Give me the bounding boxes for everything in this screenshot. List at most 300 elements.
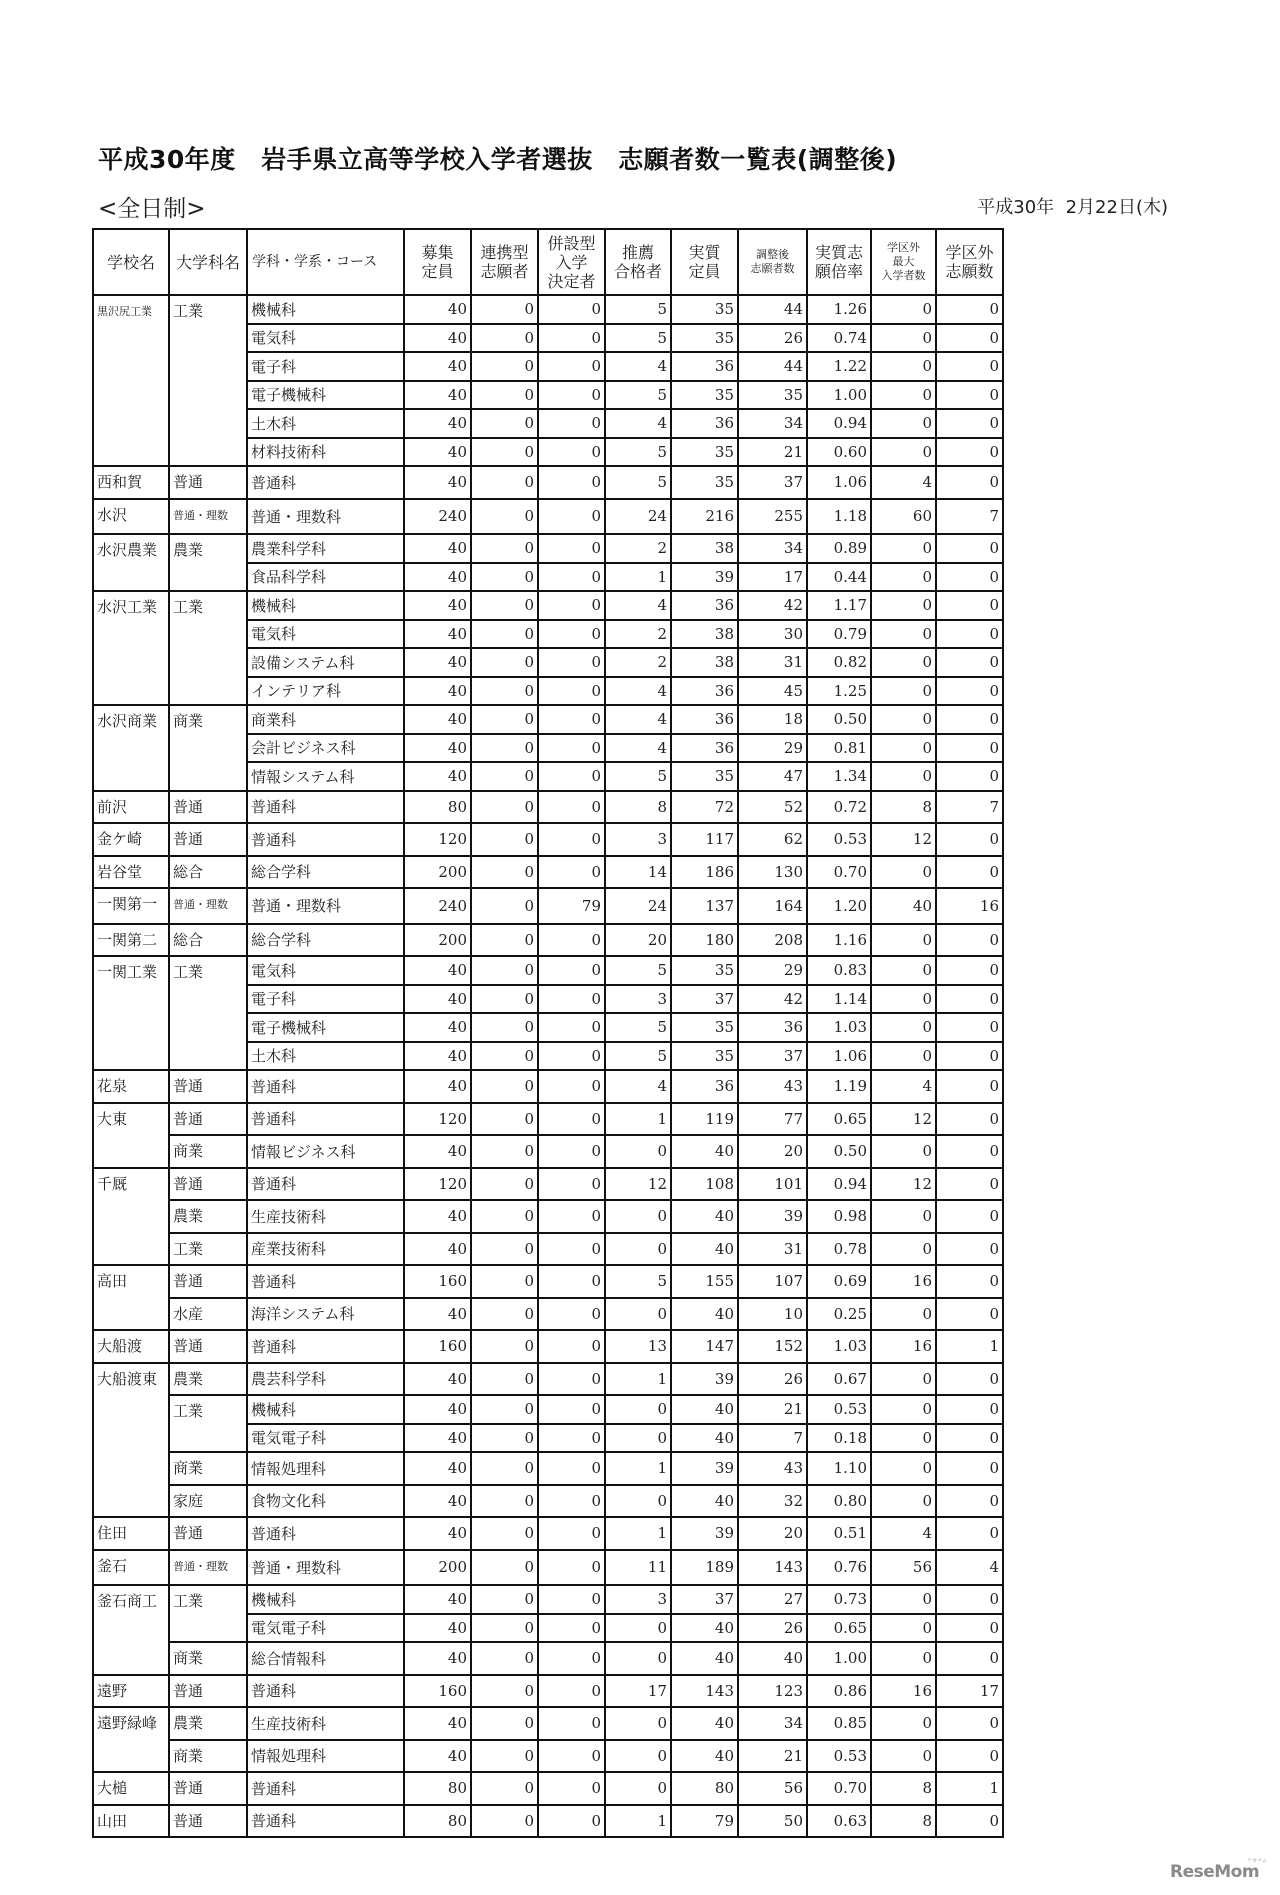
- affiliated-admitted-cell: 0: [538, 762, 605, 791]
- applicant-ratio-cell: 0.69: [807, 1265, 871, 1298]
- major-category-cell: 普通: [169, 1517, 247, 1550]
- affiliated-admitted-cell: 0: [538, 1585, 605, 1614]
- effective-capacity-cell: 39: [671, 1452, 738, 1485]
- linked-applicants-cell: 0: [471, 1042, 538, 1071]
- linked-applicants-cell: 0: [471, 1550, 538, 1586]
- major-category-cell: 普通: [169, 1772, 247, 1805]
- applicant-ratio-cell: 0.53: [807, 1395, 871, 1424]
- effective-capacity-cell: 36: [671, 677, 738, 706]
- out-of-district-applicants-cell: 0: [936, 352, 1003, 381]
- course-name-cell: 電子科: [247, 352, 404, 381]
- applicant-ratio-cell: 0.70: [807, 856, 871, 889]
- out-of-district-max-cell: 4: [871, 1517, 936, 1550]
- course-name-cell: 電子機械科: [247, 1013, 404, 1042]
- capacity-cell: 40: [404, 1424, 471, 1453]
- out-of-district-applicants-cell: 0: [936, 620, 1003, 649]
- out-of-district-applicants-cell: 0: [936, 1485, 1003, 1518]
- out-of-district-max-cell: 0: [871, 534, 936, 563]
- affiliated-admitted-cell: 0: [538, 438, 605, 467]
- linked-applicants-cell: 0: [471, 1772, 538, 1805]
- applicant-ratio-cell: 1.19: [807, 1070, 871, 1103]
- watermark-kana: リセマム: [1247, 1858, 1267, 1864]
- school-name-cell: 岩谷堂: [93, 856, 169, 889]
- adjusted-applicants-cell: 52: [738, 791, 807, 824]
- school-name-cell: 一関第二: [93, 924, 169, 957]
- header-effective-capacity: [671, 229, 738, 295]
- effective-capacity-cell: 40: [671, 1135, 738, 1168]
- effective-capacity-cell: 180: [671, 924, 738, 957]
- adjusted-applicants-cell: 20: [738, 1517, 807, 1550]
- out-of-district-max-cell: 0: [871, 381, 936, 410]
- linked-applicants-cell: 0: [471, 1740, 538, 1773]
- table-row: [93, 705, 1003, 734]
- table-row: [93, 1265, 1003, 1298]
- affiliated-admitted-cell: 0: [538, 1550, 605, 1586]
- adjusted-applicants-cell: 40: [738, 1642, 807, 1675]
- applicant-ratio-cell: 1.06: [807, 466, 871, 499]
- out-of-district-max-cell: 0: [871, 620, 936, 649]
- header-line: 学校名: [106, 252, 155, 272]
- out-of-district-applicants-cell: 0: [936, 1707, 1003, 1740]
- major-category-cell: 工業: [169, 1395, 247, 1452]
- capacity-cell: 80: [404, 1772, 471, 1805]
- adjusted-applicants-cell: 27: [738, 1585, 807, 1614]
- table-row: [93, 924, 1003, 957]
- course-name-cell: 総合情報科: [247, 1642, 404, 1675]
- out-of-district-applicants-cell: 0: [936, 1135, 1003, 1168]
- recommended-passed-cell: 4: [605, 591, 671, 620]
- out-of-district-applicants-cell: 0: [936, 1585, 1003, 1614]
- out-of-district-applicants-cell: 0: [936, 1517, 1003, 1550]
- course-name-cell: 産業技術科: [247, 1233, 404, 1266]
- out-of-district-max-cell: 4: [871, 1070, 936, 1103]
- applicant-ratio-cell: 0.85: [807, 1707, 871, 1740]
- table-row: [93, 1772, 1003, 1805]
- out-of-district-max-cell: 56: [871, 1550, 936, 1586]
- school-name-cell: 一関工業: [93, 956, 169, 1070]
- major-category-cell: 普通・理数: [169, 888, 247, 924]
- affiliated-admitted-cell: 0: [538, 648, 605, 677]
- course-name-cell: 農業科学科: [247, 534, 404, 563]
- school-name-cell: 大東: [93, 1103, 169, 1168]
- effective-capacity-cell: 40: [671, 1298, 738, 1331]
- school-name-cell: 花泉: [93, 1070, 169, 1103]
- capacity-cell: 80: [404, 1805, 471, 1838]
- capacity-cell: 40: [404, 1740, 471, 1773]
- out-of-district-max-cell: 0: [871, 295, 936, 324]
- capacity-cell: 40: [404, 1233, 471, 1266]
- effective-capacity-cell: 35: [671, 762, 738, 791]
- header-out-of-district-max: [871, 229, 936, 295]
- header-line: 志願者: [480, 262, 529, 281]
- out-of-district-max-cell: 0: [871, 1395, 936, 1424]
- document-date: 平成30年 2月22日(木): [977, 197, 1168, 218]
- out-of-district-applicants-cell: 0: [936, 1200, 1003, 1233]
- effective-capacity-cell: 38: [671, 534, 738, 563]
- linked-applicants-cell: 0: [471, 1452, 538, 1485]
- adjusted-applicants-cell: 45: [738, 677, 807, 706]
- adjusted-applicants-cell: 26: [738, 1363, 807, 1396]
- recommended-passed-cell: 0: [605, 1135, 671, 1168]
- major-category-cell: 農業: [169, 534, 247, 591]
- affiliated-admitted-cell: 0: [538, 381, 605, 410]
- linked-applicants-cell: 0: [471, 1424, 538, 1453]
- applicant-ratio-cell: 0.51: [807, 1517, 871, 1550]
- out-of-district-applicants-cell: 0: [936, 734, 1003, 763]
- effective-capacity-cell: 40: [671, 1395, 738, 1424]
- recommended-passed-cell: 1: [605, 1517, 671, 1550]
- major-category-cell: 工業: [169, 956, 247, 1070]
- header-line: 実質: [688, 243, 721, 262]
- school-name-cell: 前沢: [93, 791, 169, 824]
- adjusted-applicants-cell: 37: [738, 1042, 807, 1071]
- effective-capacity-cell: 35: [671, 324, 738, 353]
- course-name-cell: 情報ビジネス科: [247, 1135, 404, 1168]
- effective-capacity-cell: 40: [671, 1424, 738, 1453]
- major-category-cell: 工業: [169, 1233, 247, 1266]
- resemom-watermark-logo: ReseMom: [1170, 1862, 1260, 1882]
- linked-applicants-cell: 0: [471, 1200, 538, 1233]
- out-of-district-max-cell: 0: [871, 734, 936, 763]
- capacity-cell: 160: [404, 1330, 471, 1363]
- table-row: [93, 1168, 1003, 1201]
- linked-applicants-cell: 0: [471, 352, 538, 381]
- out-of-district-max-cell: 0: [871, 924, 936, 957]
- out-of-district-applicants-cell: 0: [936, 1042, 1003, 1071]
- school-name-cell: 遠野緑峰: [93, 1707, 169, 1772]
- school-name-cell: 水沢: [93, 499, 169, 535]
- course-name-cell: 電気科: [247, 956, 404, 985]
- recommended-passed-cell: 4: [605, 1070, 671, 1103]
- course-name-cell: 農芸科学科: [247, 1363, 404, 1396]
- applicants-table: [92, 228, 1004, 1838]
- course-name-cell: 電気科: [247, 324, 404, 353]
- effective-capacity-cell: 35: [671, 438, 738, 467]
- adjusted-applicants-cell: 123: [738, 1675, 807, 1708]
- header-applicant-ratio: [807, 229, 871, 295]
- affiliated-admitted-cell: 0: [538, 823, 605, 856]
- course-name-cell: 電子科: [247, 985, 404, 1014]
- adjusted-applicants-cell: 62: [738, 823, 807, 856]
- out-of-district-max-cell: 0: [871, 1200, 936, 1233]
- affiliated-admitted-cell: 0: [538, 1013, 605, 1042]
- header-line: 募集: [421, 243, 454, 262]
- out-of-district-max-cell: 8: [871, 791, 936, 824]
- recommended-passed-cell: 8: [605, 791, 671, 824]
- out-of-district-max-cell: 8: [871, 1772, 936, 1805]
- out-of-district-max-cell: 12: [871, 1103, 936, 1136]
- out-of-district-max-cell: 0: [871, 1485, 936, 1518]
- linked-applicants-cell: 0: [471, 381, 538, 410]
- effective-capacity-cell: 155: [671, 1265, 738, 1298]
- effective-capacity-cell: 37: [671, 985, 738, 1014]
- major-category-cell: 工業: [169, 295, 247, 466]
- recommended-passed-cell: 14: [605, 856, 671, 889]
- capacity-cell: 240: [404, 499, 471, 535]
- recommended-passed-cell: 1: [605, 1363, 671, 1396]
- out-of-district-applicants-cell: 0: [936, 1642, 1003, 1675]
- applicant-ratio-cell: 0.76: [807, 1550, 871, 1586]
- recommended-passed-cell: 11: [605, 1550, 671, 1586]
- linked-applicants-cell: 0: [471, 734, 538, 763]
- linked-applicants-cell: 0: [471, 1265, 538, 1298]
- effective-capacity-cell: 189: [671, 1550, 738, 1586]
- header-line: 推薦: [621, 243, 654, 262]
- course-name-cell: 普通・理数科: [247, 888, 404, 924]
- adjusted-applicants-cell: 20: [738, 1135, 807, 1168]
- recommended-passed-cell: 0: [605, 1298, 671, 1331]
- major-category-cell: 普通: [169, 1805, 247, 1838]
- applicant-ratio-cell: 0.60: [807, 438, 871, 467]
- adjusted-applicants-cell: 208: [738, 924, 807, 957]
- header-major-category: [169, 229, 247, 295]
- adjusted-applicants-cell: 26: [738, 1614, 807, 1643]
- out-of-district-max-cell: 0: [871, 1707, 936, 1740]
- recommended-passed-cell: 17: [605, 1675, 671, 1708]
- table-row: [93, 1330, 1003, 1363]
- linked-applicants-cell: 0: [471, 534, 538, 563]
- adjusted-applicants-cell: 56: [738, 1772, 807, 1805]
- out-of-district-max-cell: 0: [871, 856, 936, 889]
- linked-applicants-cell: 0: [471, 924, 538, 957]
- table-row: [93, 1642, 1003, 1675]
- applicant-ratio-cell: 0.50: [807, 705, 871, 734]
- major-category-cell: 農業: [169, 1363, 247, 1396]
- recommended-passed-cell: 13: [605, 1330, 671, 1363]
- effective-capacity-cell: 72: [671, 791, 738, 824]
- linked-applicants-cell: 0: [471, 648, 538, 677]
- table-row: [93, 1233, 1003, 1266]
- affiliated-admitted-cell: 0: [538, 1265, 605, 1298]
- linked-applicants-cell: 0: [471, 1614, 538, 1643]
- table-row: [93, 1805, 1003, 1838]
- out-of-district-applicants-cell: 0: [936, 1452, 1003, 1485]
- effective-capacity-cell: 39: [671, 563, 738, 592]
- applicant-ratio-cell: 0.70: [807, 1772, 871, 1805]
- applicant-ratio-cell: 0.53: [807, 823, 871, 856]
- applicant-ratio-cell: 0.18: [807, 1424, 871, 1453]
- header-line: 入学: [555, 252, 588, 272]
- adjusted-applicants-cell: 21: [738, 1740, 807, 1773]
- out-of-district-applicants-cell: 0: [936, 1103, 1003, 1136]
- capacity-cell: 40: [404, 1707, 471, 1740]
- effective-capacity-cell: 39: [671, 1517, 738, 1550]
- adjusted-applicants-cell: 18: [738, 705, 807, 734]
- course-name-cell: 電気電子科: [247, 1614, 404, 1643]
- effective-capacity-cell: 216: [671, 499, 738, 535]
- out-of-district-max-cell: 12: [871, 823, 936, 856]
- major-category-cell: 普通・理数: [169, 499, 247, 535]
- capacity-cell: 200: [404, 1550, 471, 1586]
- linked-applicants-cell: 0: [471, 438, 538, 467]
- table-row: [93, 1740, 1003, 1773]
- course-name-cell: 海洋システム科: [247, 1298, 404, 1331]
- major-category-cell: 水産: [169, 1298, 247, 1331]
- linked-applicants-cell: 0: [471, 791, 538, 824]
- course-name-cell: 情報処理科: [247, 1452, 404, 1485]
- recommended-passed-cell: 4: [605, 705, 671, 734]
- course-name-cell: 普通科: [247, 1805, 404, 1838]
- affiliated-admitted-cell: 0: [538, 1395, 605, 1424]
- adjusted-applicants-cell: 31: [738, 648, 807, 677]
- course-name-cell: 会計ビジネス科: [247, 734, 404, 763]
- out-of-district-applicants-cell: 0: [936, 1298, 1003, 1331]
- affiliated-admitted-cell: 0: [538, 677, 605, 706]
- course-name-cell: 情報システム科: [247, 762, 404, 791]
- applicant-ratio-cell: 0.89: [807, 534, 871, 563]
- course-name-cell: 総合学科: [247, 924, 404, 957]
- document-subtitle: <全日制>: [98, 196, 206, 222]
- out-of-district-applicants-cell: 0: [936, 985, 1003, 1014]
- applicant-ratio-cell: 1.06: [807, 1042, 871, 1071]
- table-row: [93, 888, 1003, 924]
- affiliated-admitted-cell: 0: [538, 499, 605, 535]
- course-name-cell: 情報処理科: [247, 1740, 404, 1773]
- adjusted-applicants-cell: 17: [738, 563, 807, 592]
- recommended-passed-cell: 4: [605, 352, 671, 381]
- table-header-row: [93, 229, 1003, 295]
- capacity-cell: 40: [404, 1363, 471, 1396]
- course-name-cell: 普通科: [247, 791, 404, 824]
- capacity-cell: 40: [404, 1013, 471, 1042]
- header-line: 願倍率: [814, 262, 863, 281]
- recommended-passed-cell: 0: [605, 1772, 671, 1805]
- applicant-ratio-cell: 0.63: [807, 1805, 871, 1838]
- capacity-cell: 40: [404, 324, 471, 353]
- affiliated-admitted-cell: 0: [538, 1363, 605, 1396]
- recommended-passed-cell: 1: [605, 1103, 671, 1136]
- document-title: 平成30年度 岩手県立高等学校入学者選抜 志願者数一覧表(調整後): [98, 145, 898, 174]
- capacity-cell: 40: [404, 1452, 471, 1485]
- effective-capacity-cell: 36: [671, 734, 738, 763]
- linked-applicants-cell: 0: [471, 1675, 538, 1708]
- recommended-passed-cell: 4: [605, 409, 671, 438]
- out-of-district-max-cell: 0: [871, 1042, 936, 1071]
- out-of-district-applicants-cell: 0: [936, 466, 1003, 499]
- school-name-cell: 一関第一: [93, 888, 169, 924]
- out-of-district-applicants-cell: 0: [936, 1233, 1003, 1266]
- effective-capacity-cell: 39: [671, 1363, 738, 1396]
- major-category-cell: 普通: [169, 1168, 247, 1201]
- recommended-passed-cell: 3: [605, 985, 671, 1014]
- linked-applicants-cell: 0: [471, 591, 538, 620]
- capacity-cell: 120: [404, 1168, 471, 1201]
- school-name-cell: 大槌: [93, 1772, 169, 1805]
- adjusted-applicants-cell: 50: [738, 1805, 807, 1838]
- header-line: 学区外: [945, 243, 994, 262]
- effective-capacity-cell: 35: [671, 1013, 738, 1042]
- capacity-cell: 160: [404, 1265, 471, 1298]
- out-of-district-applicants-cell: 0: [936, 591, 1003, 620]
- effective-capacity-cell: 35: [671, 956, 738, 985]
- adjusted-applicants-cell: 26: [738, 324, 807, 353]
- header-affiliated-admitted: [538, 229, 605, 295]
- effective-capacity-cell: 36: [671, 352, 738, 381]
- school-name-cell: 西和賀: [93, 466, 169, 499]
- course-name-cell: 普通科: [247, 1070, 404, 1103]
- out-of-district-max-cell: 0: [871, 1135, 936, 1168]
- out-of-district-max-cell: 0: [871, 1298, 936, 1331]
- adjusted-applicants-cell: 107: [738, 1265, 807, 1298]
- course-name-cell: 普通科: [247, 1168, 404, 1201]
- affiliated-admitted-cell: 0: [538, 1642, 605, 1675]
- major-category-cell: 普通: [169, 791, 247, 824]
- major-category-cell: 総合: [169, 856, 247, 889]
- out-of-district-applicants-cell: 0: [936, 924, 1003, 957]
- header-line: 学科・学系・コース: [252, 253, 378, 270]
- adjusted-applicants-cell: 42: [738, 591, 807, 620]
- out-of-district-applicants-cell: 0: [936, 762, 1003, 791]
- adjusted-applicants-cell: 47: [738, 762, 807, 791]
- recommended-passed-cell: 4: [605, 734, 671, 763]
- recommended-passed-cell: 5: [605, 762, 671, 791]
- out-of-district-applicants-cell: 0: [936, 1265, 1003, 1298]
- applicant-ratio-cell: 0.65: [807, 1614, 871, 1643]
- course-name-cell: 設備システム科: [247, 648, 404, 677]
- out-of-district-max-cell: 0: [871, 438, 936, 467]
- recommended-passed-cell: 5: [605, 295, 671, 324]
- header-line: 最大: [892, 255, 915, 268]
- header-line: 志願数: [945, 262, 994, 281]
- applicant-ratio-cell: 0.86: [807, 1675, 871, 1708]
- school-name-cell: 高田: [93, 1265, 169, 1330]
- applicant-ratio-cell: 0.79: [807, 620, 871, 649]
- header-line: 大学科名: [175, 252, 240, 272]
- table-row: [93, 1452, 1003, 1485]
- capacity-cell: 40: [404, 1042, 471, 1071]
- table-row: [93, 591, 1003, 620]
- out-of-district-max-cell: 60: [871, 499, 936, 535]
- header-line: 併設型: [547, 233, 596, 253]
- capacity-cell: 40: [404, 381, 471, 410]
- out-of-district-max-cell: 12: [871, 1168, 936, 1201]
- linked-applicants-cell: 0: [471, 856, 538, 889]
- recommended-passed-cell: 12: [605, 1168, 671, 1201]
- out-of-district-applicants-cell: 0: [936, 295, 1003, 324]
- out-of-district-applicants-cell: 16: [936, 888, 1003, 924]
- major-category-cell: 家庭: [169, 1485, 247, 1518]
- capacity-cell: 120: [404, 1103, 471, 1136]
- applicant-ratio-cell: 0.83: [807, 956, 871, 985]
- school-name-cell: 黒沢尻工業: [93, 295, 169, 466]
- applicant-ratio-cell: 0.73: [807, 1585, 871, 1614]
- major-category-cell: 普通・理数: [169, 1550, 247, 1586]
- capacity-cell: 40: [404, 1298, 471, 1331]
- applicant-ratio-cell: 1.20: [807, 888, 871, 924]
- affiliated-admitted-cell: 0: [538, 1772, 605, 1805]
- effective-capacity-cell: 37: [671, 1585, 738, 1614]
- table-row: [93, 956, 1003, 985]
- table-row: [93, 856, 1003, 889]
- affiliated-admitted-cell: 0: [538, 1452, 605, 1485]
- course-name-cell: 普通・理数科: [247, 1550, 404, 1586]
- applicant-ratio-cell: 0.74: [807, 324, 871, 353]
- applicant-ratio-cell: 0.82: [807, 648, 871, 677]
- course-name-cell: 普通科: [247, 1103, 404, 1136]
- affiliated-admitted-cell: 0: [538, 1168, 605, 1201]
- linked-applicants-cell: 0: [471, 1168, 538, 1201]
- course-name-cell: インテリア科: [247, 677, 404, 706]
- school-name-cell: 水沢工業: [93, 591, 169, 705]
- out-of-district-max-cell: 0: [871, 762, 936, 791]
- out-of-district-applicants-cell: 0: [936, 648, 1003, 677]
- capacity-cell: 40: [404, 591, 471, 620]
- linked-applicants-cell: 0: [471, 985, 538, 1014]
- major-category-cell: 普通: [169, 1265, 247, 1298]
- out-of-district-applicants-cell: 1: [936, 1330, 1003, 1363]
- adjusted-applicants-cell: 35: [738, 381, 807, 410]
- applicant-ratio-cell: 0.81: [807, 734, 871, 763]
